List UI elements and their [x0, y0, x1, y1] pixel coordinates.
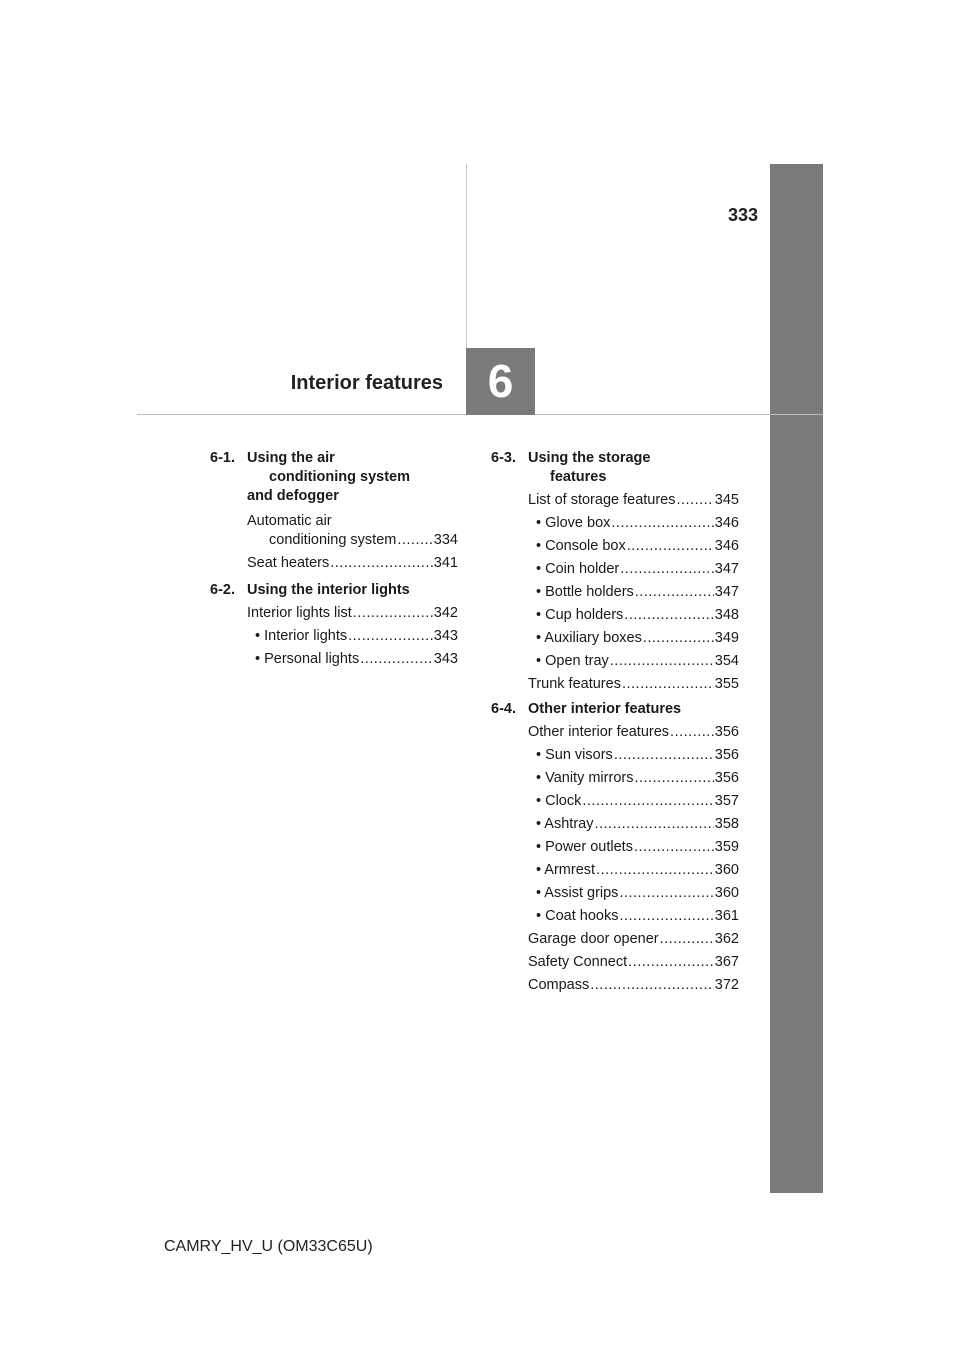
- section-heading: Using the air conditioning system and defogger: [247, 450, 410, 504]
- toc-column-right: [491, 449, 739, 1003]
- chapter-number-box: 6: [466, 348, 535, 415]
- page-ref: 346: [714, 538, 739, 554]
- toc-entry[interactable]: • Console box ..... 346: [528, 537, 739, 556]
- toc-entry[interactable]: Other interior features ..... 356: [528, 723, 739, 742]
- toc-entry[interactable]: • Auxiliary boxes ..... 349: [528, 629, 739, 648]
- page-ref: 360: [714, 862, 739, 878]
- page-ref: 349: [714, 630, 739, 646]
- toc-entry[interactable]: • Glove box ..... 346: [528, 514, 739, 533]
- toc-entry[interactable]: Safety Connect ..... 367: [528, 953, 739, 972]
- page-ref: 367: [714, 954, 739, 970]
- toc-section-trunk: [491, 675, 739, 694]
- page-ref: 347: [714, 561, 739, 577]
- section-heading: Other interior features: [528, 701, 682, 717]
- page-ref: 356: [714, 770, 739, 786]
- toc-entry[interactable]: • Open tray ..... 354: [528, 652, 739, 671]
- page-ref: 356: [714, 724, 739, 740]
- toc-entry[interactable]: Trunk features ..... 355: [528, 675, 739, 694]
- toc-entry[interactable]: • Coin holder ..... 347: [528, 560, 739, 579]
- toc-entry[interactable]: • Coat hooks ..... 361: [528, 907, 739, 926]
- section-number: 6-4.: [491, 701, 516, 717]
- vertical-divider: [466, 164, 467, 348]
- toc-section-6-2: [210, 581, 458, 669]
- toc-entry[interactable]: • Assist grips ..... 360: [528, 884, 739, 903]
- page-ref: 334: [433, 532, 458, 548]
- toc-entry[interactable]: • Interior lights ..... 343: [247, 627, 458, 646]
- section-number: 6-1.: [210, 450, 235, 466]
- toc-entry[interactable]: • Bottle holders ..... 347: [528, 583, 739, 602]
- chapter-side-tab: [770, 164, 823, 1193]
- toc-entry[interactable]: Automatic air conditioning system ..... 334: [247, 512, 458, 550]
- page-ref: 356: [714, 747, 739, 763]
- toc-entry[interactable]: Interior lights list ..... 342: [247, 604, 458, 623]
- toc-section-6-4: [491, 700, 739, 995]
- toc-entry[interactable]: • Clock ..... 357: [528, 792, 739, 811]
- toc-section-6-1: [210, 449, 458, 573]
- toc-entry[interactable]: • Personal lights ..... 343: [247, 650, 458, 669]
- page-ref: 362: [714, 931, 739, 947]
- section-number: 6-3.: [491, 450, 516, 466]
- page-number: 333: [727, 205, 758, 225]
- page-ref: 359: [714, 839, 739, 855]
- page-ref: 348: [714, 607, 739, 623]
- toc-entry[interactable]: Seat heaters ..... 341: [247, 554, 458, 573]
- toc-entry[interactable]: Compass ..... 372: [528, 976, 739, 995]
- page-ref: 343: [433, 651, 458, 667]
- page-ref: 357: [714, 793, 739, 809]
- toc-column-left: [210, 449, 458, 677]
- page-ref: 358: [714, 816, 739, 832]
- page-ref: 341: [433, 555, 458, 571]
- page-ref: 361: [714, 908, 739, 924]
- page-ref: 354: [714, 653, 739, 669]
- page-ref: 360: [714, 885, 739, 901]
- toc-entry[interactable]: • Cup holders ..... 348: [528, 606, 739, 625]
- page-ref: 347: [714, 584, 739, 600]
- footer-model-code: CAMRY_HV_U (OM33C65U): [164, 1238, 373, 1255]
- toc-entry[interactable]: • Ashtray ..... 358: [528, 815, 739, 834]
- section-number: 6-2.: [210, 582, 235, 598]
- page-ref: 372: [714, 977, 739, 993]
- toc-section-6-3: [491, 449, 739, 671]
- page-ref: 355: [714, 676, 739, 692]
- section-title: Interior features: [290, 372, 443, 394]
- toc-entry[interactable]: • Power outlets ..... 359: [528, 838, 739, 857]
- toc-entry[interactable]: Garage door opener ..... 362: [528, 930, 739, 949]
- section-heading: Using the storage features: [528, 450, 651, 485]
- toc-entry[interactable]: • Armrest ..... 360: [528, 861, 739, 880]
- page-ref: 342: [433, 605, 458, 621]
- page-ref: 346: [714, 515, 739, 531]
- toc-entry[interactable]: List of storage features ..... 345: [528, 491, 739, 510]
- toc-entry[interactable]: • Vanity mirrors ..... 356: [528, 769, 739, 788]
- section-heading: Using the interior lights: [247, 582, 410, 598]
- page-ref: 345: [714, 492, 739, 508]
- page-ref: 343: [433, 628, 458, 644]
- toc-entry[interactable]: • Sun visors ..... 356: [528, 746, 739, 765]
